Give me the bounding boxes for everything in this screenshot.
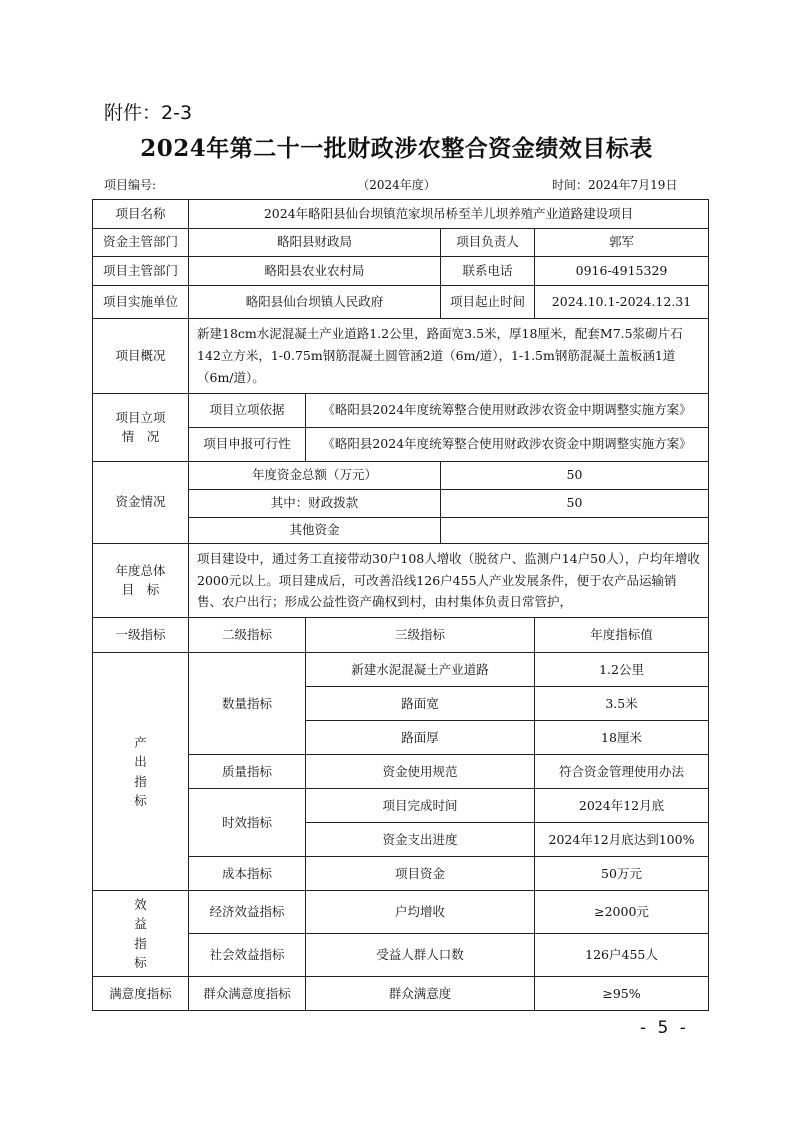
- indicator-value: 符合资金管理使用办法: [535, 755, 709, 789]
- approval-label-2: 情 况: [121, 429, 160, 445]
- indicator-value: 3.5米: [535, 687, 709, 721]
- performance-table: [92, 199, 709, 1011]
- year-label: （2024年度）: [357, 178, 436, 192]
- indicator-name: 户均增收: [306, 891, 535, 934]
- label: 其中：财政拨款: [189, 489, 441, 517]
- header-level3: 三级指标: [306, 618, 535, 653]
- page-number: - 5 -: [640, 1018, 689, 1038]
- value: 新建18cm水泥混凝土产业道路1.2公里，路面宽3.5米，厚18厘米，配套M7.5浆砌片石142立方米，1-0.75m钢筋混凝土圆管涵2道（6m/道），1-1.5m钢筋混凝土盖板涵1道（6m/道）。: [189, 319, 709, 394]
- indicator-value: 1.2公里: [535, 653, 709, 687]
- indicator-value: 2024年12月底达到100%: [535, 823, 709, 857]
- indicator-value: 18厘米: [535, 721, 709, 755]
- row-overview: [93, 319, 709, 394]
- label: 项目申报可行性: [189, 427, 306, 461]
- row-project-name: [93, 200, 709, 229]
- row-fund-dept: [93, 229, 709, 257]
- label: 项目起止时间: [441, 286, 535, 319]
- label: 项目实施单位: [93, 286, 189, 319]
- quality-label: 质量指标: [189, 755, 306, 789]
- value: 略阳县仙台坝镇人民政府: [189, 286, 441, 319]
- char: 益: [134, 916, 147, 932]
- table-row: [93, 653, 709, 687]
- indicator-name: 路面宽: [306, 687, 535, 721]
- label: 项目立项依据: [189, 393, 306, 427]
- char: 标: [134, 955, 147, 971]
- value: 2024年略阳县仙台坝镇范家坝吊桥至羊儿坝养殖产业道路建设项目: [189, 200, 709, 229]
- value: 略阳县农业农村局: [189, 257, 441, 286]
- value: 郭军: [535, 229, 709, 257]
- label: 项目名称: [93, 200, 189, 229]
- value: 0916-4915329: [535, 257, 709, 286]
- char: 出: [134, 754, 147, 770]
- char: 效: [134, 897, 147, 912]
- value: 50: [441, 489, 709, 517]
- public-satisfaction-label: 群众满意度指标: [189, 977, 306, 1011]
- indicator-value: 126户455人: [535, 934, 709, 977]
- value: [441, 517, 709, 543]
- label: 项目负责人: [441, 229, 535, 257]
- char: 指: [134, 935, 147, 951]
- indicator-name: 受益人群人口数: [306, 934, 535, 977]
- funds-label: 资金情况: [93, 461, 189, 543]
- label: 项目概况: [93, 319, 189, 394]
- row-approval-basis: [93, 393, 709, 427]
- indicator-value: ≥2000元: [535, 891, 709, 934]
- row-mgmt-dept: [93, 257, 709, 286]
- econ-label: 经济效益指标: [189, 891, 306, 934]
- value: 2024.10.1-2024.12.31: [535, 286, 709, 319]
- indicator-name: 项目资金: [306, 857, 535, 891]
- row-goal: [93, 543, 709, 618]
- time-label: 时效指标: [189, 789, 306, 857]
- row-funds-total: [93, 461, 709, 489]
- social-label: 社会效益指标: [189, 934, 306, 977]
- table-row: [93, 891, 709, 934]
- header-level1: 一级指标: [93, 618, 189, 653]
- char: 产: [134, 735, 147, 750]
- label: 年度资金总额（万元）: [189, 461, 441, 489]
- header-value: 年度指标值: [535, 618, 709, 653]
- indicator-name: 资金支出进度: [306, 823, 535, 857]
- value: 50: [441, 461, 709, 489]
- label: 联系电话: [441, 257, 535, 286]
- attachment-label: 附件：2-3: [104, 102, 193, 124]
- value: 《略阳县2024年度统筹整合使用财政涉农资金中期调整实施方案》: [306, 393, 709, 427]
- project-number-label: 项目编号:: [104, 178, 157, 192]
- row-impl-unit: [93, 286, 709, 319]
- indicator-name: 群众满意度: [306, 977, 535, 1011]
- char: 指: [134, 773, 147, 789]
- cost-label: 成本指标: [189, 857, 306, 891]
- output-indicator-label: [93, 653, 189, 891]
- indicator-value: ≥95%: [535, 977, 709, 1011]
- goal-label-2: 目 标: [121, 582, 160, 598]
- quantity-label: 数量指标: [189, 653, 306, 755]
- goal-label: [93, 543, 189, 618]
- indicator-value: 2024年12月底: [535, 789, 709, 823]
- goal-label-1: 年度总体: [115, 563, 166, 579]
- label: 资金主管部门: [93, 229, 189, 257]
- indicator-header-row: [93, 618, 709, 653]
- value: 《略阳县2024年度统筹整合使用财政涉农资金中期调整实施方案》: [306, 427, 709, 461]
- date-label: 时间：2024年7月19日: [552, 178, 678, 192]
- approval-label: [93, 393, 189, 461]
- header-level2: 二级指标: [189, 618, 306, 653]
- approval-label-1: 项目立项: [115, 409, 166, 425]
- benefit-indicator-label: [93, 891, 189, 977]
- document-title: 2024年第二十一批财政涉农整合资金绩效目标表: [140, 135, 653, 162]
- label: 项目主管部门: [93, 257, 189, 286]
- label: 其他资金: [189, 517, 441, 543]
- value: 项目建设中，通过务工直接带动30户108人增收（脱贫户、监测户14户50人），户均年增收2000元以上。项目建成后，可改善沿线126户455人产业发展条件，便于农产品运输销售、农户出行；形成公益性资产确权到村，由村集体负责日常管护，: [189, 543, 709, 618]
- table-row: [93, 977, 709, 1011]
- char: 标: [134, 793, 147, 809]
- value: 略阳县财政局: [189, 229, 441, 257]
- satisfaction-label: 满意度指标: [93, 977, 189, 1011]
- indicator-value: 50万元: [535, 857, 709, 891]
- indicator-name: 资金使用规范: [306, 755, 535, 789]
- indicator-name: 路面厚: [306, 721, 535, 755]
- indicator-name: 新建水泥混凝土产业道路: [306, 653, 535, 687]
- indicator-name: 项目完成时间: [306, 789, 535, 823]
